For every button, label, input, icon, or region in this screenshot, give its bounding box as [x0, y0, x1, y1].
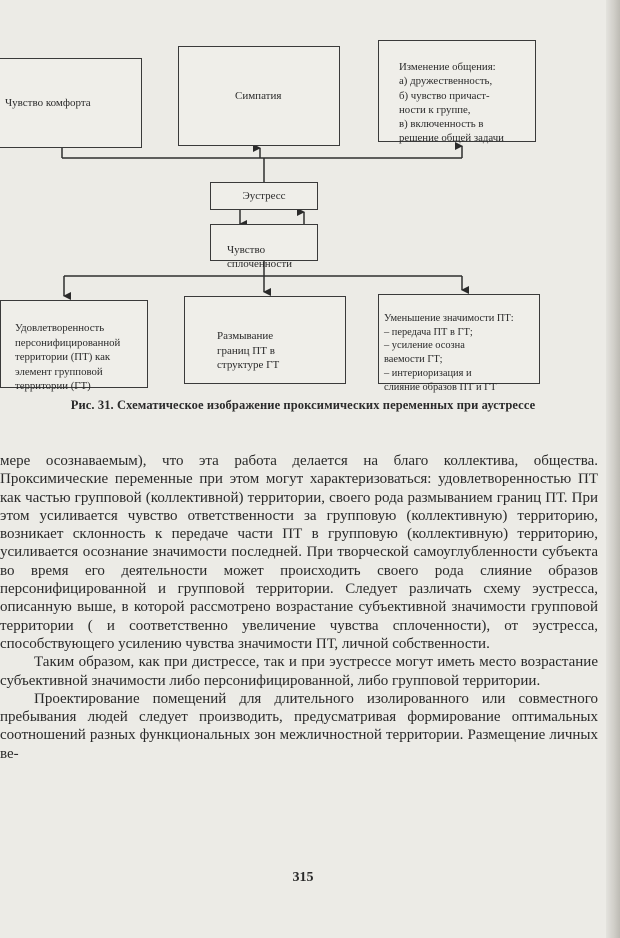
box-decrease	[378, 294, 540, 393]
box-satisfaction-label: Удовлетворенность персонифицированной территории (ПТ) как элемент групповой территории (ГТ)	[15, 322, 121, 393]
page-number: 315	[292, 870, 314, 885]
box-eustress-label: Эустресс	[242, 190, 286, 202]
box-sympathy	[178, 46, 340, 146]
figure-caption-text: Рис. 31. Схематическое изображение проксимических переменных при аустрессе	[70, 398, 536, 412]
paragraph-2: Таким образом, как при дистрессе, так и при эустрессе могут иметь место возрастание субъективной значимости либо персонифицированной, либо групповой территории.	[0, 654, 598, 689]
box-comfort	[0, 58, 142, 148]
page-edge-shadow	[606, 0, 620, 938]
box-communication	[378, 40, 536, 145]
box-comfort-label: Чувство комфорта	[5, 97, 91, 109]
box-eustress	[210, 182, 318, 210]
paragraph-3: Проектирование помещений для длительного изолированного или совместного пребывания людей следует производить, предусматривая формирование оптимальных соотношений разных функциональных зон межличностной территории. Размещение личных ве-	[0, 690, 598, 762]
box-cohesion	[210, 224, 318, 270]
box-decrease-label: Уменьшение значимости ПТ: – передача ПТ в ГТ; – усиление осозна ваемости ГТ; – интериоризация и слияние образов ПТ и ГТ	[384, 312, 514, 393]
box-cohesion-label: Чувство сплоченности	[227, 244, 293, 270]
box-blurring-label: Размывание границ ПТ в структуре ГТ	[217, 330, 280, 372]
box-sympathy-label: Симпатия	[235, 90, 282, 102]
figure-caption	[0, 398, 606, 413]
box-communication-label: Изменение общения: а) дружественность, б) чувство причаст- ности к группе, в) включенность в решение общей задачи	[399, 61, 504, 145]
box-satisfaction	[0, 300, 148, 393]
paragraph-1: мере осознаваемым), что эта работа делается на благо коллектива, общества. Проксимические переменные при этом могут характеризоваться: удовлетворенностью ПТ как частью групповой (коллективной) территории, своего рода размыванием границ ПТ. При этом усиливается чувство ответственности за групповую (коллективную) территорию, возникает склонность к передаче части ПТ в групповую (коллективную) территорию, усиливается осознание значимости последней. При творческой самоуглубленности субъекта во время его деятельности может происходить своего рода слияние образов персонифицированной и групповой территории. Следует различать схему эустресса, описанную выше, в которой рассмотрено возрастание субъективной значимости групповой территории ( и соответственно увеличение чувства сплоченности), от эустресса, способствующего усилению чувства значимости ПТ, личной собственности.	[0, 453, 598, 652]
body-text	[0, 452, 598, 763]
box-blurring	[184, 296, 346, 384]
